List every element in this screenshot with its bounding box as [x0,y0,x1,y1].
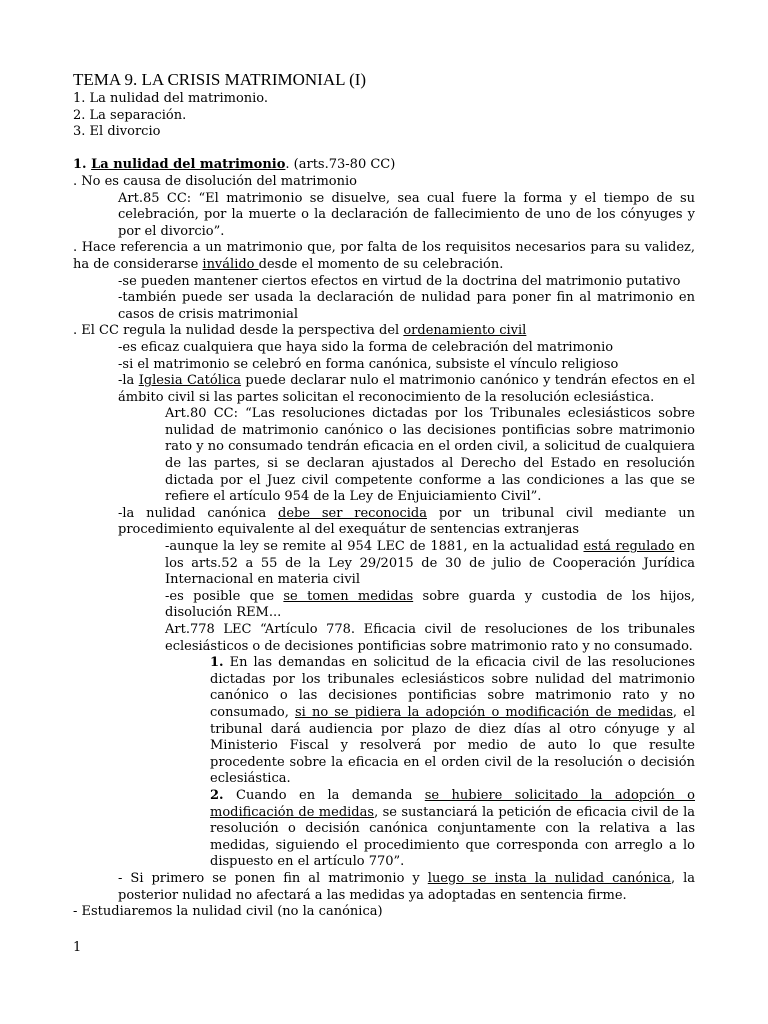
paragraph-estudiaremos: - Estudiaremos la nulidad civil (no la canónica) [73,904,383,920]
bullet-si-primero [73,871,695,904]
point-number: 2. [210,787,224,803]
text-run: puede declarar nulo el matrimonio canónico y tendrán efectos en el ámbito civil si las partes solicitan el reconocimiento de la resolución eclesiástica. [118,373,695,405]
bullet-posible [73,589,695,622]
text-run: , se sustanciará la petición de eficacia civil de la resolución o decisión canónica conjuntamente con la relativa a las medidas, siguiendo el procedimiento que corresponda con arreglo a lo dispuesto en el artículo 770”. [210,804,696,870]
text-run: -la nulidad canónica [118,505,279,521]
text-run: . El CC regula la nulidad desde la perspectiva del [73,323,404,339]
article-point-2 [73,788,695,871]
bullet-nulidad-canonica [73,506,695,539]
point-number: 1. [210,655,224,671]
paragraph-no-causa: . No es causa de disolución del matrimonio [73,173,357,189]
bullet-forma-canonica: -si el matrimonio se celebró en forma canónica, subsiste el vínculo religioso [118,356,619,372]
underlined-text: debe ser reconocida [278,505,427,521]
section-heading [73,157,695,174]
text-run: Cuando en la demanda [223,787,425,803]
bullet-iglesia [73,373,695,406]
section-heading-text: La nulidad del matrimonio [91,157,286,173]
underlined-text: Iglesia Católica [138,373,242,389]
outline-item-2: 2. La separación. [73,107,187,123]
text-run: por un tribunal civil mediante un procedimiento equivalente al del exequátur de sentencias extranjeras [118,505,695,538]
article-point-1 [73,655,695,788]
bullet-eficaz: -es eficaz cualquiera que haya sido la forma de celebración del matrimonio [118,339,614,355]
text-run: desde el momento de su celebración. [258,256,504,272]
text-run: . Hace referencia a un matrimonio que, por falta de los requisitos necesarios para su validez, ha de considerarse [73,240,695,272]
paragraph-hace-referencia [73,240,695,273]
text-run: -la [118,373,139,389]
quote-art85: Art.85 CC: “El matrimonio se disuelve, sea cual fuere la forma y el tiempo de su celebración, por la muerte o la declaración de fallecimiento de uno de los cónyuges y por el divorcio”. [118,190,695,239]
text-run: , el tribunal dará audiencia por plazo de diez días al otro cónyuge y al Ministerio Fiscal y resolverá por medio de auto lo que resulte procedente sobre la eficacia en el orden civil de la resolución o decisión eclesiástica. [210,704,695,787]
outline-item-3: 3. El divorcio [73,124,161,140]
section-number: 1. [73,157,87,173]
text-run: En las demandas en solicitud de la eficacia civil de las resoluciones dictadas por los tribunales eclesiásticos sobre nulidad del matrimonio canónico o las decisiones pontificias sobre matrimonio rato y no consumado, [210,655,695,720]
page-number: 1 [73,940,82,955]
underlined-text: si no se pidiera la adopción o modificación de medidas [295,704,673,720]
bullet-aunque [73,539,695,589]
text-run: en los arts.52 a 55 de la Ley 29/2015 de 30 de julio de Cooperación Jurídica Internacional en materia civil [165,539,695,588]
underlined-text: está regulado [583,539,675,555]
text-run: sobre guarda y custodia de los hijos, disolución REM... [165,588,695,621]
underlined-text: inválido [202,256,259,272]
underlined-text: se tomen medidas [283,588,414,604]
underlined-text: luego se insta la nulidad canónica [427,870,671,886]
paragraph-cc-regula [73,323,695,340]
text-run: , la posterior nulidad no afectará a las medidas ya adoptadas en sentencia firme. [118,870,695,903]
underlined-text: ordenamiento civil [403,323,527,339]
document-body [73,70,695,921]
text-run: -es posible que [165,588,284,604]
bullet-tambien: -también puede ser usada la declaración de nulidad para poner fin al matrimonio en casos de crisis matrimonial [118,290,695,322]
outline-item-1: 1. La nulidad del matrimonio. [73,91,269,106]
section-ref: . (arts.73-80 CC) [285,157,396,173]
quote-art80: Art.80 CC: “Las resoluciones dictadas por los Tribunales eclesiásticos sobre nulidad de matrimonio canónico o las decisiones pontificias sobre matrimonio rato y no consumado tendrán eficacia en el orden civil, a solicitud de cualquiera de las partes, si se declaran ajustados al Derecho del Estado en resolución dictada por el Juez civil competente conforme a las condiciones a las que se refiere el artículo 954 de la Ley de Enjuiciamiento Civil”. [165,406,695,505]
text-run: - Si primero se ponen fin al matrimonio y [118,870,428,886]
bullet-putativo: -se pueden mantener ciertos efectos en virtud de la doctrina del matrimonio putativo [118,273,681,289]
text-run: -aunque la ley se remite al 954 LEC de 1881, en la actualidad [165,539,584,555]
quote-art778: Art.778 LEC “Artículo 778. Eficacia civil de resoluciones de los tribunales eclesiásticos o de decisiones pontificias sobre matrimonio rato y no consumado. [165,622,695,654]
page-title: TEMA 9. LA CRISIS MATRIMONIAL (I) [73,70,367,89]
underlined-text: se hubiere solicitado la adopción o modificación de medidas [210,787,696,820]
